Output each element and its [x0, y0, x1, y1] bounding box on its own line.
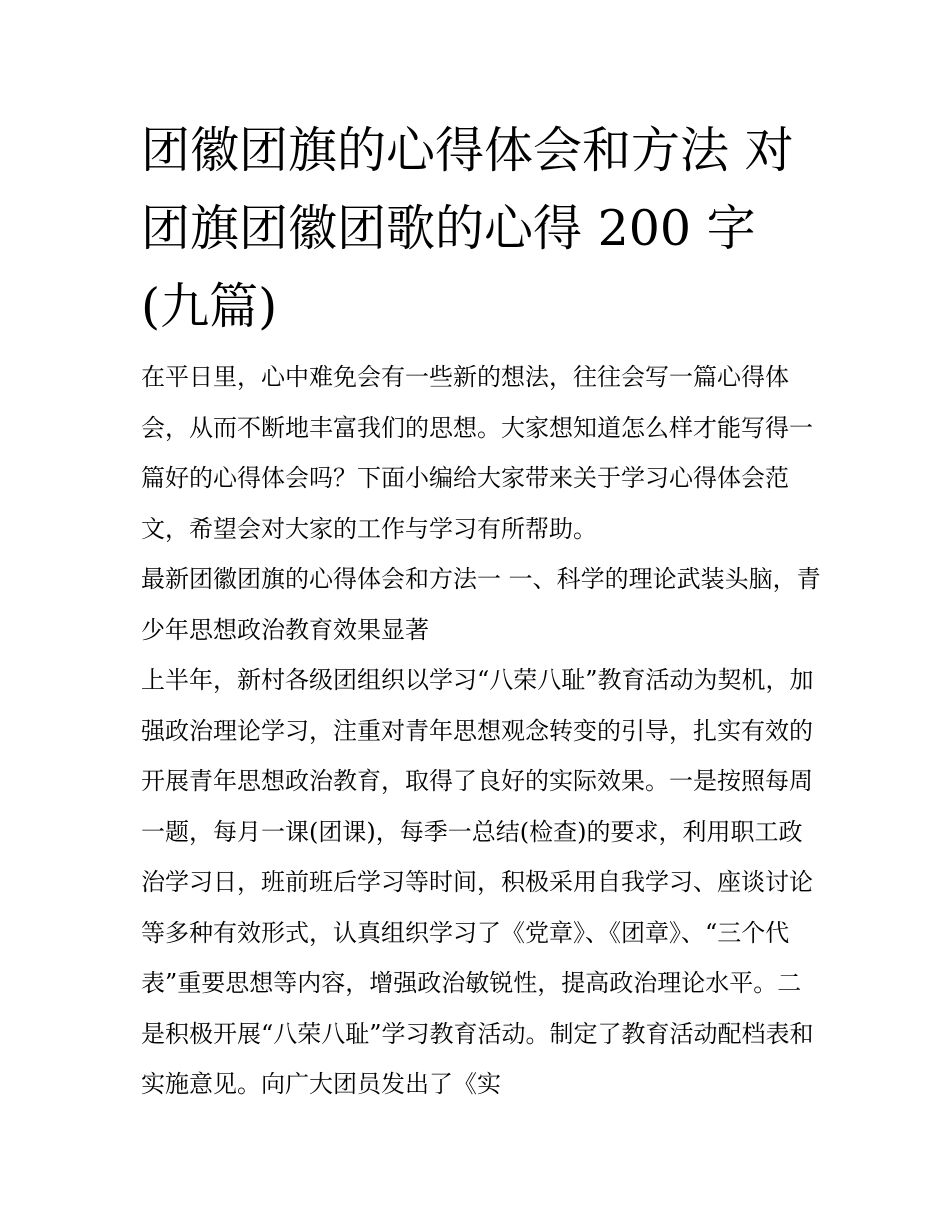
paragraph-body: 上半年，新村各级团组织以学习“八荣八耻”教育活动为契机，加强政治理论学习，注重对青年思想观念转变的引导，扎实有效的开展青年思想政治教育，取得了良好的实际效果。一是按照每周一题，每月一课(团课)，每季一总结(检查)的要求，利用职工政治学习日，班前班后学习等时间，积极采用自我学习、座谈讨论等多种有效形式，认真组织学习了《党章》、《团章》、“三个代表”重要思想等内容，增强政治敏锐性，提高政治理论水平。二是积极开展“八荣八耻”学习教育活动。制定了教育活动配档表和实施意见。向广大团员发出了《实 [141, 666, 814, 1098]
paragraph-section-heading: 最新团徽团旗的心得体会和方法一 一、科学的理论武装头脑，青少年思想政治教育效果显著 [141, 565, 821, 644]
document-title: 团徽团旗的心得体会和方法 对团旗团徽团歌的心得 200 字(九篇) [141, 122, 794, 335]
document-page [141, 112, 821, 1110]
paragraph-intro: 在平日里，心中难免会有一些新的想法，往往会写一篇心得体会，从而不断地丰富我们的思想。大家想知道怎么样才能写得一篇好的心得体会吗？下面小编给大家带来关于学习心得体会范文，希望会对大家的工作与学习有所帮助。 [141, 363, 813, 543]
document-body [141, 352, 821, 1110]
